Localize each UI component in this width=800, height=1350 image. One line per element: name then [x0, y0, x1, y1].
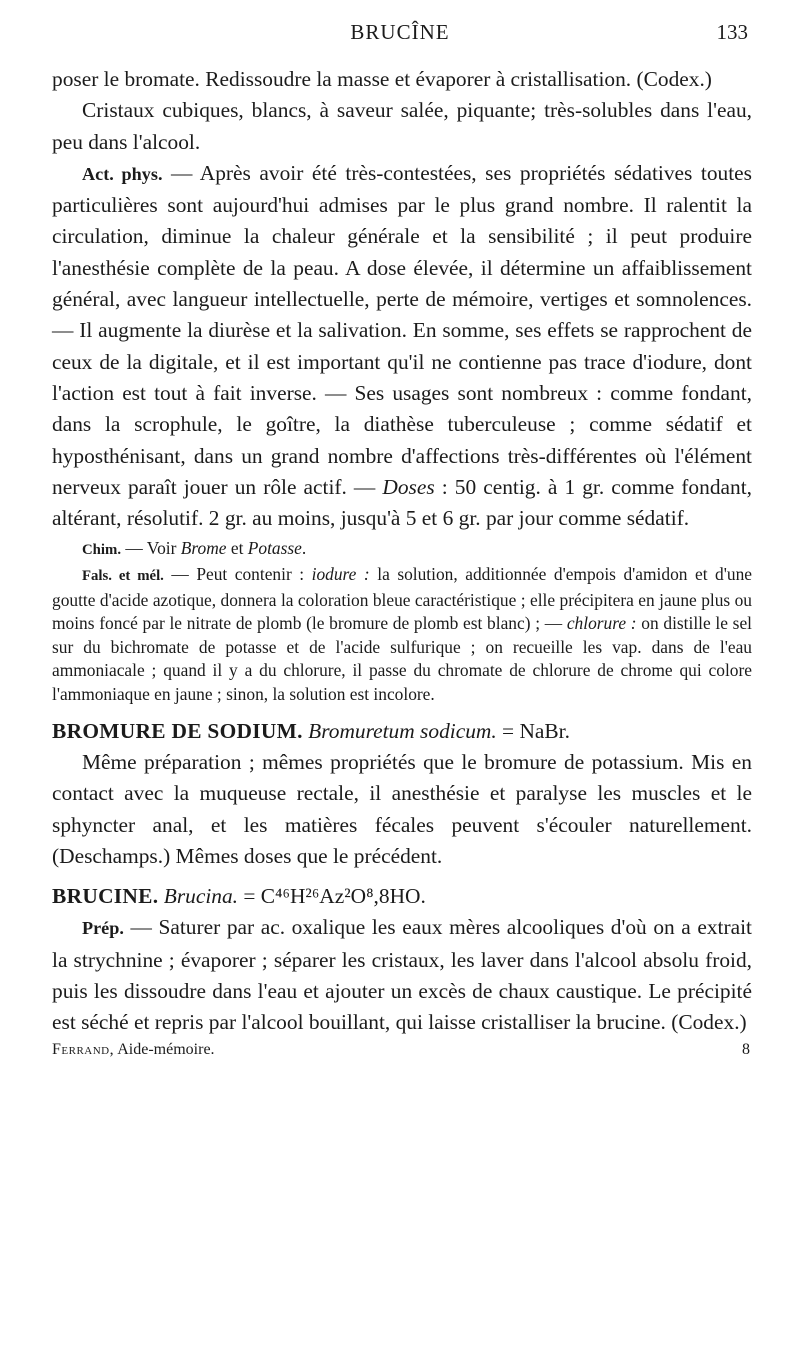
footer-author: Ferrand, — [52, 1040, 115, 1058]
chim-ref-brome: Brome — [180, 538, 227, 559]
chim-text-3: . — [301, 538, 307, 559]
page-number: 133 — [716, 20, 748, 44]
fals-iodure: iodure : — [311, 564, 370, 585]
action-text: — Après avoir été très-contestées, ses propriétés sédatives toutes particulières sont aujourd'hui admises par le plus grand nombre. Il ralentit la circulation, diminue la chaleur générale et la sensibilité ; il peut produire l'anesthésie complète de la peau. A dose élevée, il détermine un affaiblissement général, avec langueur intellectuelle, perte de mémoire, vertiges et somnolences. — Il augmente la diurèse et la salivation. En somme, ses effets se rapprochent de ceux de la digitale, et il est important qu'il ne contienne pas trace d'iodure, dont l'action est tout à fait inverse. — Ses usages sont nombreux : comme fondant, dans la scrophule, le goître, la diathèse tuberculeuse ; comme sédatif et hyposthénisant, dans un grand nombre d'affections très-différentes où l'élément nerveux paraît jouer un rôle actif. — — [52, 160, 752, 499]
paragraph-chimie — [52, 537, 752, 563]
entry-formula-brucine: = C⁴⁶H²⁶Az²O⁸,8HO. — [238, 884, 426, 909]
paragraph-bromure-sodium: Même préparation ; mêmes propriétés que le bromure de potassium. Mis en contact avec la muqueuse rectale, il anesthésie et paralyse les muscles et le sphyncter anal, et les matières fécales peuvent s'écouler naturellement. (Deschamps.) Mêmes doses que le précédent. — [52, 749, 752, 868]
paragraph-continuation: poser le bromate. Redissoudre la masse et évaporer à cristallisation. (Codex.) — [52, 67, 712, 91]
fals-text-2: la solution, additionnée d'empois d'amidon et d'une goutte d'acide azotique, donnera la coloration bleue caractéristique ; elle précipitera en jaune plus ou moins foncé par le nitrate de plomb (le bromure de plomb est blanc) ; — — [52, 564, 752, 634]
section-label-prep: Prép. — [82, 918, 124, 939]
signature-mark: 8 — [742, 1040, 750, 1058]
paragraph-action-physiologique — [52, 158, 752, 535]
fals-text-3: on distille le sel sur du bichromate de potasse et de l'acide sulfurique ; on recueille les vap. dans de l'eau ammoniacale ; quand il y a du chlorure, il passe du chromate de chlorure de chrome qui colore l'ammoniaque en jaune ; sinon, la solution est incolore. — [52, 613, 752, 705]
chim-ref-potasse: Potasse — [247, 538, 302, 559]
entry-title-brucine: BRUCINE. — [52, 884, 159, 909]
entry-heading-bromure-sodium — [52, 716, 752, 747]
doses-text: : 50 centig. à 1 gr. comme fondant, altérant, résolutif. 2 gr. au moins, jusqu'à 5 et 6 gr. par jour comme sédatif. — [52, 474, 752, 531]
entry-heading-brucine — [52, 881, 752, 912]
footer-imprint — [52, 1041, 215, 1059]
page-header — [0, 20, 800, 50]
section-label-fals: Fals. et mél. — [82, 568, 164, 585]
section-label-act-phys: Act. phys. — [82, 163, 163, 184]
entry-title-bromure: BROMURE DE SODIUM. — [52, 718, 303, 743]
fals-text-1: — Peut contenir : — [163, 564, 312, 585]
doses-label: Doses — [382, 474, 435, 499]
paragraph-brucine-preparation — [52, 912, 752, 1038]
entry-latin-bromure: Bromuretum sodicum. — [302, 718, 497, 743]
page-footer — [52, 1041, 752, 1059]
entry-formula-bromure: = NaBr. — [496, 718, 570, 743]
paragraph-falsifications — [52, 563, 752, 707]
entry-latin-brucine: Brucina. — [158, 884, 239, 909]
paragraph-crystals: Cristaux cubiques, blancs, à saveur salée, piquante; très-solubles dans l'eau, peu dans l'alcool. — [52, 98, 752, 154]
page-body — [52, 64, 752, 1059]
chim-text-2: et — [226, 538, 248, 559]
fals-chlorure: chlorure : — [566, 613, 637, 634]
prep-text: — Saturer par ac. oxalique les eaux mères alcooliques d'où on a extrait la strychnine ; évaporer ; séparer les cristaux, les laver dans l'alcool absolu froid, puis les dissoudre dans l'eau et ajouter un excès de chaux caustique. Le précipité est séché et repris par l'alcool bouillant, qui laisse cristalliser la brucine. (Codex.) — [52, 915, 752, 1035]
section-label-chim: Chim. — [82, 542, 122, 559]
footer-title: Aide-mémoire. — [114, 1040, 215, 1058]
chim-text: — Voir — [121, 538, 181, 559]
running-title: BRUCÎNE — [350, 20, 450, 44]
